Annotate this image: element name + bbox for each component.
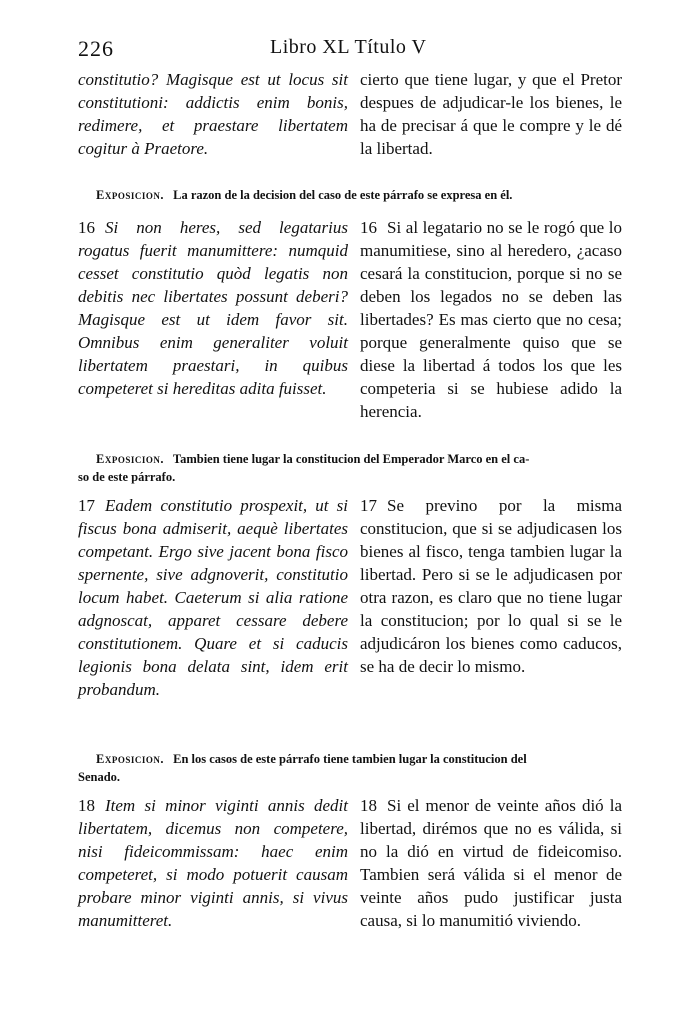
spanish-column [360,794,622,932]
spanish-paragraph [360,794,622,932]
page-header [78,36,618,62]
spanish-text: Se previno por la misma constitucion, que si se adjudicasen los bienes al fisco, tenga tambien lugar la libertad. Pero si se le adjudicasen por otra razon, es claro que no tiene lugar la constitucion; por lo qual si se le adjudicáron los bienes como caducos, se ha de decir lo mismo. [360,496,622,676]
latin-column [78,216,348,400]
spanish-text: Si el menor de veinte años dió la libertad, dirémos que no es válida, si no la dió en virtud de fideicomiso. Tambien será válida si el menor de veinte años pudo justificar justa causa, si lo manumitió viviendo. [360,796,622,930]
exposition-note [78,450,622,486]
section-17 [78,494,622,744]
latin-column [78,494,348,701]
section-number: 16 [78,218,95,237]
exposition-text: La razon de la decision del caso de este párrafo se expresa en él. [173,188,513,202]
section-16 [78,216,622,444]
latin-text: Item si minor viginti annis dedit libertatem, dicemus non competere, nisi fideicommissam: haec enim competeret, si modo potuerit causam probare minor viginti annis, si vivus manumitteret. [78,796,348,930]
section-number: 18 [360,796,377,815]
latin-paragraph [78,794,348,932]
exposition-text: Tambien tiene lugar la constitucion del Emperador Marco en el ca- [172,452,530,466]
section-number: 17 [78,496,95,515]
spanish-text: Si al legatario no se le rogó que lo manumitiese, sino al heredero, ¿acaso cesará la constitucion, porque si no se deben los legados no se deben las libertades? Es mas cierto que no cesa; porque generalmente quiso que se diese la libertad á todos los que les competeria si se hubiese adido la herencia. [360,218,622,421]
spanish-column [360,68,622,160]
exposition-text-continued: Senado. [78,770,121,784]
latin-text: Eadem constitutio prospexit, ut si fiscus bona admiserit, aequè libertates competant. Ergo sive jacent bona fisco spernente, sive adgnoverit, constitutio locum habet. Caeterum si alia ratione adgnoscat, apparet cessare debere constitutionem. Quare et si caducis legionis bona delata sint, idem erit probandum. [78,496,348,699]
exposition-label: Exposicion. [96,188,164,202]
latin-paragraph [78,494,348,701]
section-number: 16 [360,218,377,237]
latin-column [78,794,348,932]
section-continuation [78,68,622,180]
exposition-label: Exposicion. [96,452,164,466]
exposition-note [78,750,622,786]
latin-paragraph [78,216,348,400]
section-number: 17 [360,496,377,515]
exposition-note [96,186,622,204]
spanish-paragraph [360,216,622,423]
spanish-text: cierto que tiene lugar, y que el Pretor despues de adjudicar-le los bienes, le ha de precisar á que le compre y le dé la libertad. [360,70,622,158]
latin-text: constitutio? Magisque est ut locus sit constitutioni: addictis enim bonis, redimere, et praestare libertatem cogitur à Praetore. [78,70,348,158]
spanish-column [360,494,622,678]
latin-text: Si non heres, sed legatarius rogatus fuerit manumittere: numquid cesset constitutio quòd legatis non debitis nec libertates possunt deberi? Magisque est ut idem favor sit. Omnibus enim generaliter voluit libertatem praestari, in quibus competeret si hereditas adita fuisset. [78,218,348,398]
exposition-label: Exposicion. [96,752,164,766]
spanish-paragraph [360,494,622,678]
section-18 [78,794,622,964]
exposition-text-continued: so de este párrafo. [78,470,176,484]
exposition-text: En los casos de este párrafo tiene tambien lugar la constitucion del [173,752,527,766]
section-number: 18 [78,796,95,815]
running-title: Libro XL Título V [270,36,427,58]
page-number: 226 [78,36,114,61]
spanish-column [360,216,622,423]
latin-column [78,68,348,160]
